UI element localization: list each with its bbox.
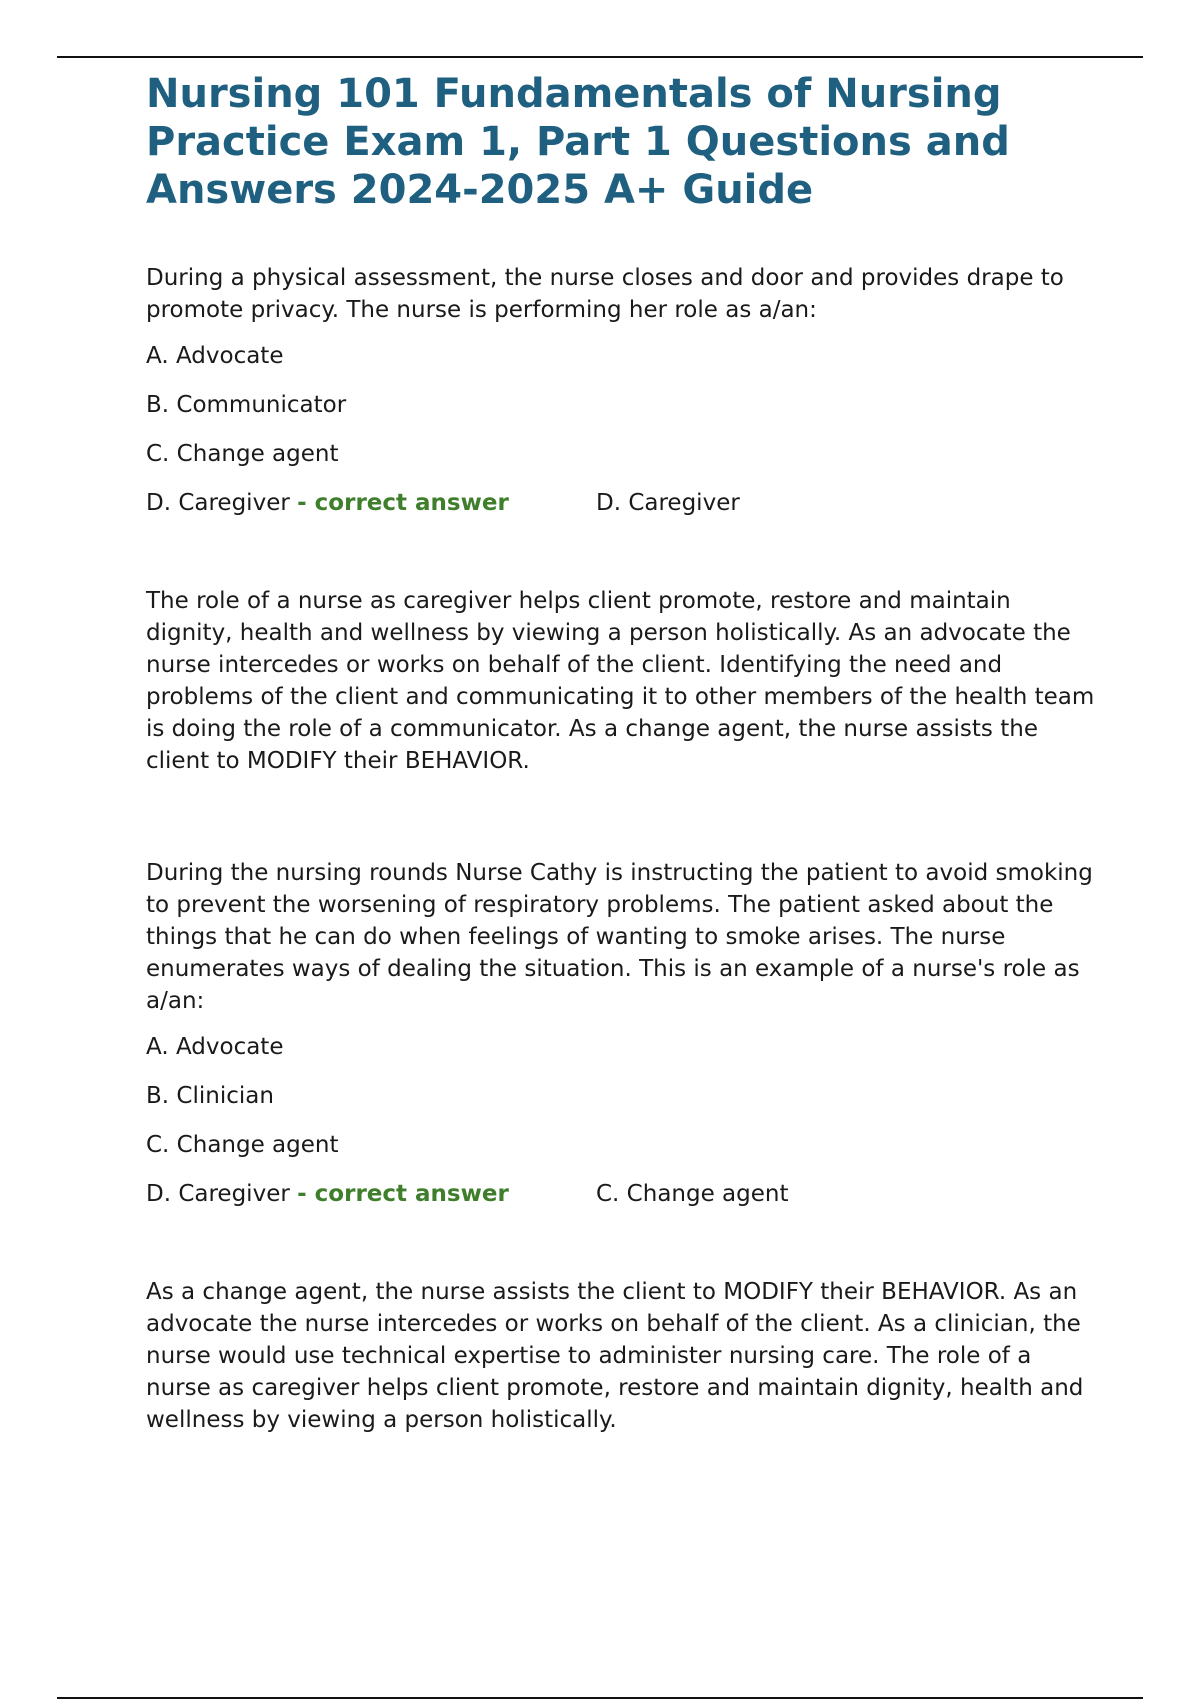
answer-line bbox=[146, 1178, 1096, 1210]
option-a: A. Advocate bbox=[146, 343, 284, 369]
question-text: During a physical assessment, the nurse closes and door and provides drape to promote privacy. The nurse is performing her role as a/an: bbox=[146, 265, 1064, 323]
option-b: B. Communicator bbox=[146, 392, 347, 418]
option-d: D. Caregiver bbox=[146, 490, 290, 516]
options-list bbox=[146, 340, 1096, 470]
document-title: Nursing 101 Fundamentals of Nursing Practice Exam 1, Part 1 Questions and Answers 2024-2025 A+ Guide bbox=[146, 71, 1010, 213]
correct-answer-marker: - correct answer bbox=[297, 490, 509, 516]
option-b: B. Clinician bbox=[146, 1083, 274, 1109]
option-d-with-marker bbox=[146, 487, 596, 519]
option-d-with-marker bbox=[146, 1178, 596, 1210]
top-rule bbox=[57, 56, 1143, 58]
option-c: C. Change agent bbox=[146, 441, 339, 467]
option-a: A. Advocate bbox=[146, 1034, 284, 1060]
explanation-text: As a change agent, the nurse assists the client to MODIFY their BEHAVIOR. As an advocate the nurse intercedes or works on behalf of the client. As a clinician, the nurse would use technical expertise to administer nursing care. The role of a nurse as caregiver helps client promote, restore and maintain dignity, health and wellness by viewing a person holistically. bbox=[146, 1279, 1084, 1433]
option-c: C. Change agent bbox=[146, 1132, 339, 1158]
options-list bbox=[146, 1031, 1096, 1161]
explanation-text: The role of a nurse as caregiver helps client promote, restore and maintain dignity, health and wellness by viewing a person holistically. As an advocate the nurse intercedes or works on behalf of the client. Identifying the need and problems of the client and communicating it to other members of the health team is doing the role of a communicator. As a change agent, the nurse assists the client to MODIFY their BEHAVIOR. bbox=[146, 588, 1095, 774]
answer-line bbox=[146, 487, 1096, 519]
question-block-2 bbox=[146, 857, 1096, 1436]
document-body bbox=[146, 70, 1096, 1436]
question-block-1 bbox=[146, 262, 1096, 777]
option-d: D. Caregiver bbox=[146, 1181, 290, 1207]
question-text: During the nursing rounds Nurse Cathy is instructing the patient to avoid smoking to prevent the worsening of respiratory problems. The patient asked about the things that he can do when feelings of wanting to smoke arises. The nurse enumerates ways of dealing the situation. This is an example of a nurse's role as a/an: bbox=[146, 860, 1093, 1014]
correct-answer-marker: - correct answer bbox=[297, 1181, 509, 1207]
correct-answer: C. Change agent bbox=[596, 1181, 789, 1207]
bottom-rule bbox=[57, 1697, 1143, 1699]
correct-answer: D. Caregiver bbox=[596, 490, 740, 516]
